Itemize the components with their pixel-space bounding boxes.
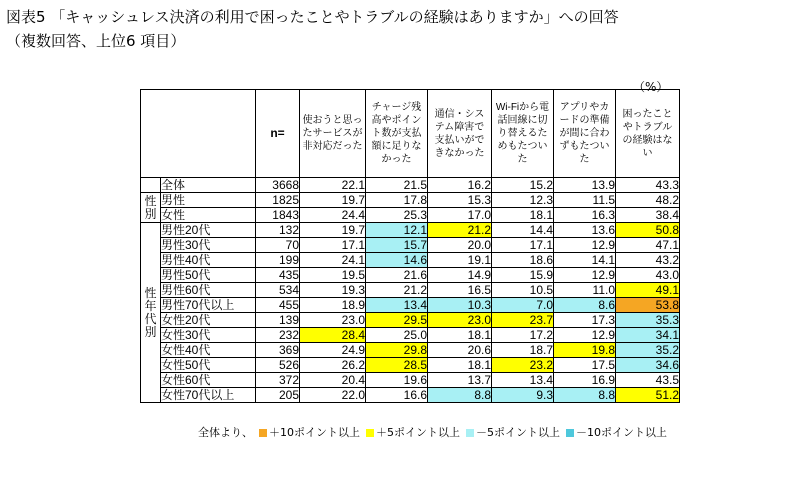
row-label: 男性70代以上	[161, 298, 256, 313]
value-cell: 21.2	[366, 283, 428, 298]
value-cell: 24.9	[300, 343, 366, 358]
value-cell: 13.7	[428, 373, 492, 388]
value-cell: 53.8	[616, 298, 680, 313]
value-cell: 21.2	[428, 223, 492, 238]
value-cell: 21.5	[366, 178, 428, 193]
group-label	[141, 178, 161, 193]
row-label: 男性60代	[161, 283, 256, 298]
value-cell: 12.1	[366, 223, 428, 238]
value-cell: 11.0	[554, 283, 616, 298]
n-cell: 369	[256, 343, 300, 358]
legend-item	[566, 424, 667, 440]
value-cell: 19.7	[300, 193, 366, 208]
group-label: 性別	[141, 193, 161, 223]
n-cell: 232	[256, 328, 300, 343]
row-label: 女性20代	[161, 313, 256, 328]
n-cell: 199	[256, 253, 300, 268]
n-cell: 526	[256, 358, 300, 373]
value-cell: 26.2	[300, 358, 366, 373]
value-cell: 18.1	[492, 208, 554, 223]
value-cell: 38.4	[616, 208, 680, 223]
value-cell: 9.3	[492, 388, 554, 403]
table-row	[141, 283, 680, 298]
value-cell: 25.3	[366, 208, 428, 223]
row-label: 男性40代	[161, 253, 256, 268]
value-cell: 13.4	[492, 373, 554, 388]
value-cell: 43.3	[616, 178, 680, 193]
value-cell: 14.9	[428, 268, 492, 283]
table-row	[141, 343, 680, 358]
value-cell: 8.8	[428, 388, 492, 403]
legend-label: －5ポイント以上	[476, 426, 560, 439]
n-cell: 1825	[256, 193, 300, 208]
value-cell: 50.8	[616, 223, 680, 238]
row-label: 男性30代	[161, 238, 256, 253]
value-cell: 24.1	[300, 253, 366, 268]
legend-swatch	[566, 429, 574, 437]
value-cell: 16.6	[366, 388, 428, 403]
value-cell: 13.6	[554, 223, 616, 238]
value-cell: 17.2	[492, 328, 554, 343]
value-cell: 17.1	[300, 238, 366, 253]
value-cell: 14.1	[554, 253, 616, 268]
n-cell: 3668	[256, 178, 300, 193]
n-cell: 435	[256, 268, 300, 283]
value-cell: 18.6	[492, 253, 554, 268]
legend-swatch	[259, 429, 267, 437]
value-cell: 15.2	[492, 178, 554, 193]
value-cell: 28.4	[300, 328, 366, 343]
value-cell: 10.5	[492, 283, 554, 298]
value-cell: 23.0	[428, 313, 492, 328]
value-cell: 35.2	[616, 343, 680, 358]
value-cell: 12.3	[492, 193, 554, 208]
row-label: 女性70代以上	[161, 388, 256, 403]
value-cell: 8.8	[554, 388, 616, 403]
table-row	[141, 373, 680, 388]
legend-label: －10ポイント以上	[576, 426, 667, 439]
table-row	[141, 358, 680, 373]
value-cell: 16.3	[554, 208, 616, 223]
value-cell: 25.0	[366, 328, 428, 343]
row-label: 女性60代	[161, 373, 256, 388]
value-cell: 28.5	[366, 358, 428, 373]
value-cell: 11.5	[554, 193, 616, 208]
header-n: n=	[256, 90, 300, 178]
chart-subtitle: （複数回答、上位6 項目）	[6, 32, 186, 50]
value-cell: 17.8	[366, 193, 428, 208]
value-cell: 12.9	[554, 238, 616, 253]
value-cell: 51.2	[616, 388, 680, 403]
value-cell: 14.4	[492, 223, 554, 238]
legend-item	[366, 424, 460, 440]
table-row	[141, 388, 680, 403]
value-cell: 12.9	[554, 268, 616, 283]
chart-title: 図表5 「キャッシュレス決済の利用で困ったことやトラブルの経験はありますか」への回答	[6, 8, 619, 26]
value-cell: 48.2	[616, 193, 680, 208]
value-cell: 20.4	[300, 373, 366, 388]
group-label: 性年代別	[141, 223, 161, 403]
column-header: 使おうと思ったサービスが非対応だった	[300, 90, 366, 178]
value-cell: 24.4	[300, 208, 366, 223]
n-cell: 70	[256, 238, 300, 253]
value-cell: 7.0	[492, 298, 554, 313]
value-cell: 19.6	[366, 373, 428, 388]
value-cell: 16.2	[428, 178, 492, 193]
value-cell: 35.3	[616, 313, 680, 328]
value-cell: 29.5	[366, 313, 428, 328]
legend-item	[466, 424, 560, 440]
legend-item	[259, 424, 360, 440]
value-cell: 15.3	[428, 193, 492, 208]
table-body	[141, 178, 680, 403]
value-cell: 19.7	[300, 223, 366, 238]
legend-prefix: 全体より、	[198, 426, 253, 439]
n-cell: 139	[256, 313, 300, 328]
value-cell: 22.0	[300, 388, 366, 403]
header-corner	[141, 90, 256, 178]
value-cell: 17.3	[554, 313, 616, 328]
value-cell: 15.7	[366, 238, 428, 253]
column-header: 通信・システム障害で支払いができなかった	[428, 90, 492, 178]
value-cell: 23.0	[300, 313, 366, 328]
row-label: 女性40代	[161, 343, 256, 358]
value-cell: 34.6	[616, 358, 680, 373]
n-cell: 534	[256, 283, 300, 298]
value-cell: 18.7	[492, 343, 554, 358]
legend-swatch	[366, 429, 374, 437]
value-cell: 34.1	[616, 328, 680, 343]
n-cell: 205	[256, 388, 300, 403]
table-row	[141, 313, 680, 328]
value-cell: 19.5	[300, 268, 366, 283]
table-row	[141, 238, 680, 253]
unit-label: （%）	[633, 80, 669, 94]
value-cell: 18.1	[428, 328, 492, 343]
legend	[198, 424, 667, 440]
table-row	[141, 253, 680, 268]
row-label: 女性30代	[161, 328, 256, 343]
value-cell: 18.1	[428, 358, 492, 373]
value-cell: 19.8	[554, 343, 616, 358]
value-cell: 10.3	[428, 298, 492, 313]
value-cell: 23.2	[492, 358, 554, 373]
table-row	[141, 268, 680, 283]
row-label: 男性20代	[161, 223, 256, 238]
value-cell: 17.5	[554, 358, 616, 373]
row-label: 女性	[161, 208, 256, 223]
value-cell: 8.6	[554, 298, 616, 313]
n-cell: 372	[256, 373, 300, 388]
row-label: 男性	[161, 193, 256, 208]
n-cell: 455	[256, 298, 300, 313]
value-cell: 13.4	[366, 298, 428, 313]
value-cell: 20.6	[428, 343, 492, 358]
table-row	[141, 223, 680, 238]
value-cell: 17.1	[492, 238, 554, 253]
value-cell: 13.9	[554, 178, 616, 193]
table-row	[141, 328, 680, 343]
n-cell: 132	[256, 223, 300, 238]
value-cell: 47.1	[616, 238, 680, 253]
value-cell: 43.0	[616, 268, 680, 283]
legend-label: ＋10ポイント以上	[269, 426, 360, 439]
value-cell: 22.1	[300, 178, 366, 193]
n-cell: 1843	[256, 208, 300, 223]
table-row	[141, 193, 680, 208]
value-cell: 15.9	[492, 268, 554, 283]
value-cell: 21.6	[366, 268, 428, 283]
column-header: Wi-Fiから電話回線に切り替えるためもたついた	[492, 90, 554, 178]
value-cell: 14.6	[366, 253, 428, 268]
value-cell: 43.5	[616, 373, 680, 388]
row-label: 全体	[161, 178, 256, 193]
value-cell: 12.9	[554, 328, 616, 343]
data-table	[140, 89, 680, 403]
value-cell: 19.3	[300, 283, 366, 298]
value-cell: 29.8	[366, 343, 428, 358]
value-cell: 17.0	[428, 208, 492, 223]
row-label: 女性50代	[161, 358, 256, 373]
legend-label: ＋5ポイント以上	[376, 426, 460, 439]
column-header: 困ったことやトラブルの経験はない	[616, 90, 680, 178]
value-cell: 20.0	[428, 238, 492, 253]
value-cell: 23.7	[492, 313, 554, 328]
value-cell: 18.9	[300, 298, 366, 313]
table-row	[141, 298, 680, 313]
legend-swatch	[466, 429, 474, 437]
row-label: 男性50代	[161, 268, 256, 283]
value-cell: 49.1	[616, 283, 680, 298]
column-header: チャージ残高やポイント数が支払額に足りなかった	[366, 90, 428, 178]
value-cell: 16.5	[428, 283, 492, 298]
value-cell: 16.9	[554, 373, 616, 388]
table-row	[141, 178, 680, 193]
value-cell: 43.2	[616, 253, 680, 268]
value-cell: 19.1	[428, 253, 492, 268]
header-row	[141, 90, 680, 178]
table-row	[141, 208, 680, 223]
column-header: アプリやカードの準備が間に合わずもたついた	[554, 90, 616, 178]
